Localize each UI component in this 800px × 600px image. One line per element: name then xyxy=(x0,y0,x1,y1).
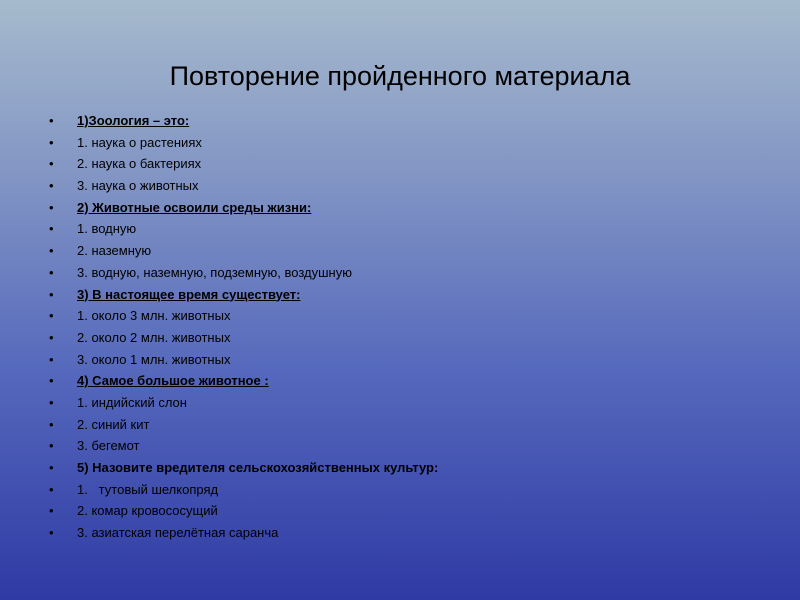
item-text: 3) В настоящее время существует: xyxy=(77,286,301,302)
bullet-icon: • xyxy=(49,178,54,194)
slide-title: Повторение пройденного материала xyxy=(169,61,631,91)
bullet-icon: • xyxy=(49,525,54,541)
item-text: 4) Самое большое животное : xyxy=(77,373,269,389)
item-text: 2. наземную xyxy=(77,243,152,259)
bullet-icon: • xyxy=(49,199,54,215)
bullet-icon: • xyxy=(49,481,54,497)
item-text: 2. комар кровососущий xyxy=(77,503,218,519)
bullet-icon: • xyxy=(49,286,54,302)
answer-option xyxy=(49,392,769,414)
question-heading xyxy=(49,370,769,392)
bullet-icon: • xyxy=(49,243,54,259)
bullet-icon: • xyxy=(49,351,54,367)
item-text: 1. индийский слон xyxy=(77,394,187,410)
item-text: 3. бегемот xyxy=(77,438,140,454)
answer-option xyxy=(49,262,769,284)
item-text: 1. тутовый шелкопряд xyxy=(77,481,219,497)
question-heading xyxy=(49,284,769,306)
answer-option xyxy=(49,218,769,240)
question-heading xyxy=(49,110,769,132)
answer-option xyxy=(49,435,769,457)
bullet-icon: • xyxy=(49,373,54,389)
bullet-icon: • xyxy=(49,221,54,237)
answer-option xyxy=(49,479,769,501)
item-text: 1)Зоология – это: xyxy=(77,113,190,128)
item-text: 5) Назовите вредителя сельскохозяйственных культур: xyxy=(77,460,439,475)
answer-option xyxy=(49,522,769,544)
answer-option xyxy=(49,349,769,371)
bullet-icon: • xyxy=(49,394,54,410)
bullet-icon: • xyxy=(49,156,54,172)
answer-option xyxy=(49,240,769,262)
bullet-icon: • xyxy=(49,113,54,128)
bullet-list xyxy=(49,110,769,544)
item-text: 3. наука о животных xyxy=(77,178,199,194)
answer-option xyxy=(49,414,769,436)
answer-option xyxy=(49,132,769,154)
item-text: 2. около 2 млн. животных xyxy=(77,329,231,345)
item-text: 2. синий кит xyxy=(77,416,150,432)
bullet-icon: • xyxy=(49,134,54,150)
item-text: 3. азиатская перелётная саранча xyxy=(77,525,279,541)
answer-option xyxy=(49,500,769,522)
item-text: 2. наука о бактериях xyxy=(77,156,202,172)
item-text: 2) Животные освоили среды жизни: xyxy=(77,199,312,215)
bullet-icon: • xyxy=(49,503,54,519)
item-text: 3. водную, наземную, подземную, воздушную xyxy=(77,264,352,280)
item-text: 3. около 1 млн. животных xyxy=(77,351,231,367)
question-heading xyxy=(49,457,769,479)
question-heading xyxy=(49,197,769,219)
bullet-icon: • xyxy=(49,416,54,432)
answer-option xyxy=(49,175,769,197)
answer-option xyxy=(49,153,769,175)
answer-option xyxy=(49,305,769,327)
item-text: 1. около 3 млн. животных xyxy=(77,308,231,324)
answer-option xyxy=(49,327,769,349)
item-text: 1. водную xyxy=(77,221,137,237)
item-text: 1. наука о растениях xyxy=(77,134,202,150)
bullet-icon: • xyxy=(49,264,54,280)
bullet-icon: • xyxy=(49,329,54,345)
bullet-icon: • xyxy=(49,308,54,324)
bullet-icon: • xyxy=(49,438,54,454)
bullet-icon: • xyxy=(49,460,54,475)
